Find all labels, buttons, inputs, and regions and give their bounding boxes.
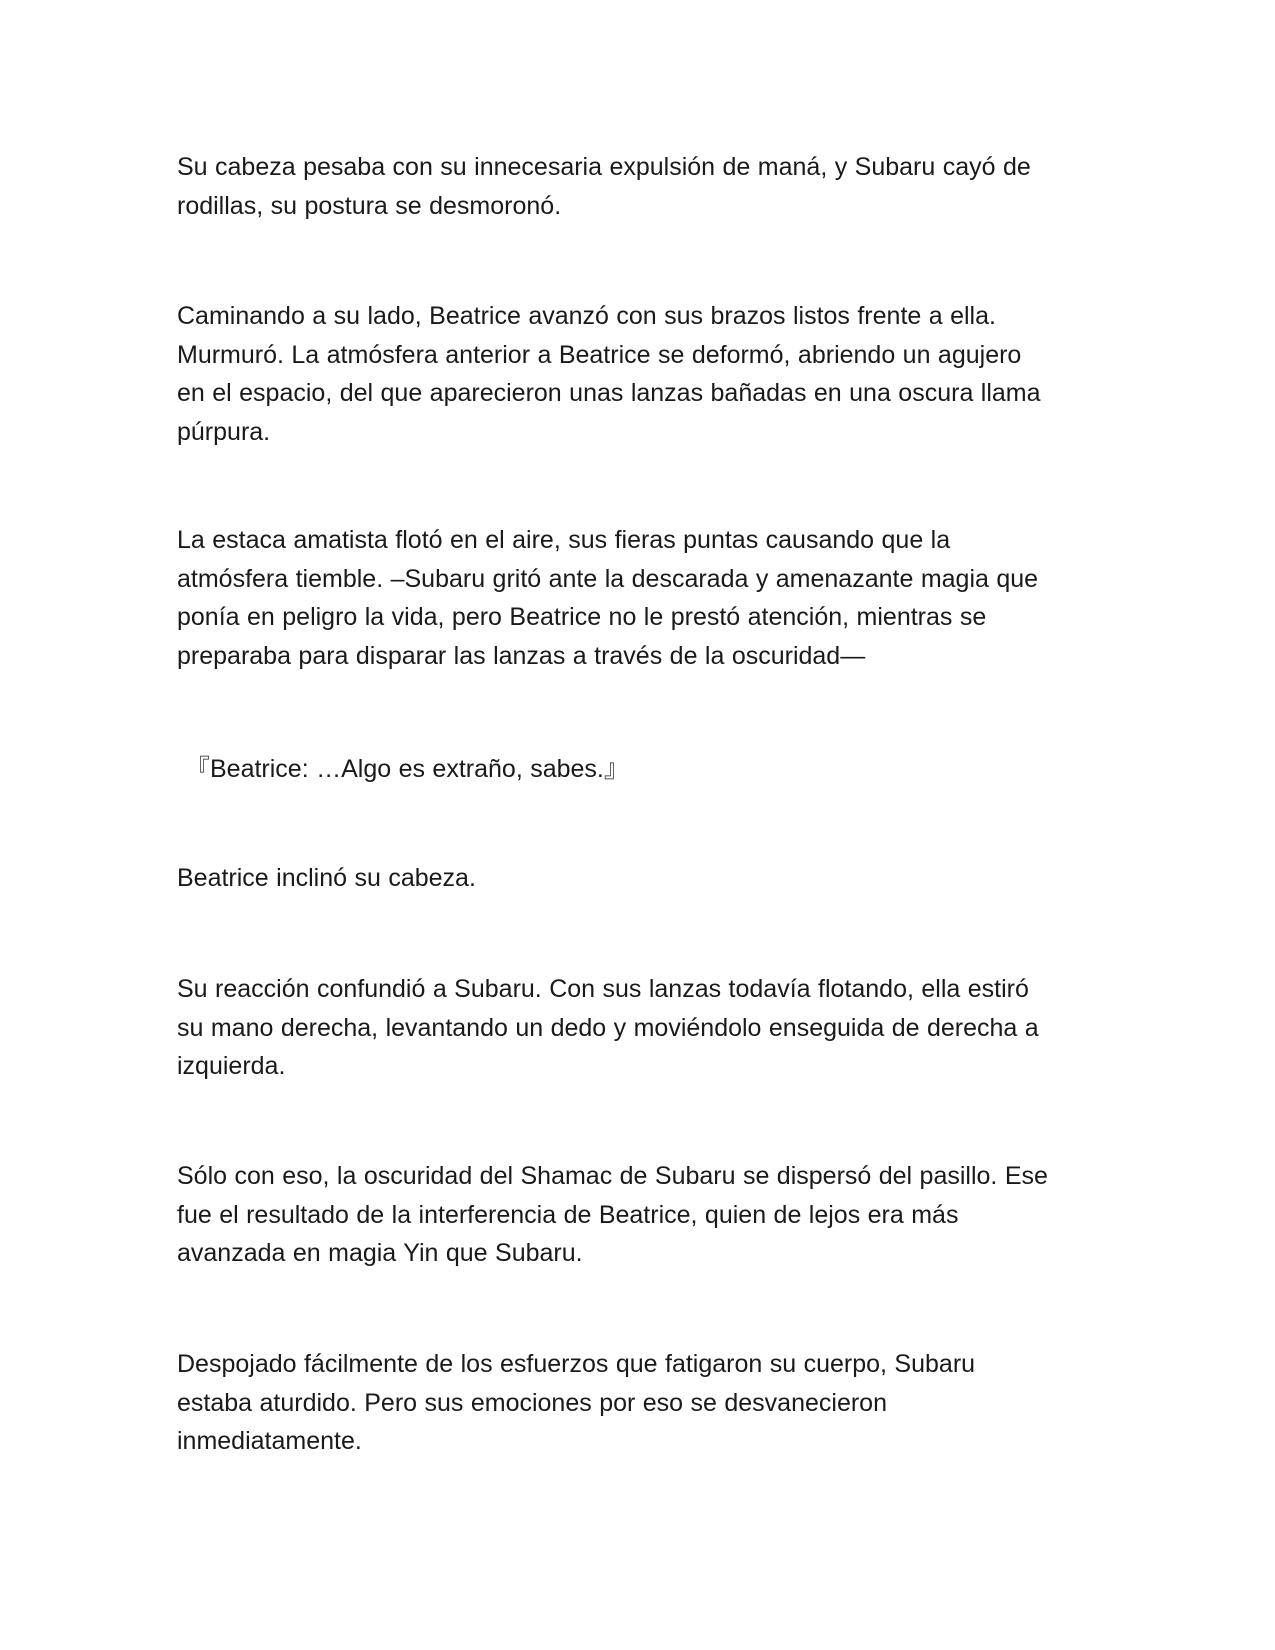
paragraph-line: avanzada en magia Yin que Subaru.	[177, 1239, 583, 1267]
paragraph-line: 『Beatrice: …Algo es extraño, sabes.』	[185, 755, 629, 783]
paragraph-line: atmósfera tiemble. –Subaru gritó ante la descarada y amenazante magia que	[177, 564, 1039, 593]
paragraph-line: Sólo con eso, la oscuridad del Shamac de Subaru se dispersó del pasillo. Ese	[177, 1162, 1048, 1190]
paragraph-2	[177, 297, 1107, 451]
paragraph-line: inmediatamente.	[177, 1427, 362, 1455]
paragraph-line: púrpura.	[177, 417, 271, 446]
paragraph-line: estaba aturdido. Pero sus emociones por eso se desvanecieron	[177, 1388, 887, 1417]
paragraph-line: preparaba para disparar las lanzas a través de la oscuridad—	[177, 641, 866, 670]
paragraph-line: su mano derecha, levantando un dedo y moviéndolo enseguida de derecha a	[177, 1013, 1039, 1042]
paragraph-line: Caminando a su lado, Beatrice avanzó con sus brazos listos frente a ella.	[177, 302, 996, 330]
paragraph-line: La estaca amatista flotó en el aire, sus fieras puntas causando que la	[177, 526, 951, 554]
paragraph-line: Su cabeza pesaba con su innecesaria expulsión de maná, y Subaru cayó de	[177, 153, 1031, 181]
dialogue-line	[185, 750, 1115, 789]
paragraph-line: fue el resultado de la interferencia de Beatrice, quien de lejos era más	[177, 1200, 959, 1229]
paragraph-line: en el espacio, del que aparecieron unas lanzas bañadas en una oscura llama	[177, 379, 1041, 407]
paragraph-7	[177, 1157, 1107, 1273]
paragraph-line: Su reacción confundió a Subaru. Con sus lanzas todavía flotando, ella estiró	[177, 975, 1029, 1003]
paragraph-1	[177, 148, 1107, 225]
paragraph-6	[177, 970, 1107, 1086]
paragraph-8	[177, 1345, 1107, 1461]
paragraph-line: Murmuró. La atmósfera anterior a Beatrice se deformó, abriendo un agujero	[177, 340, 1022, 369]
paragraph-line: rodillas, su postura se desmoronó.	[177, 191, 562, 220]
paragraph-5	[177, 859, 1107, 898]
paragraph-3	[177, 521, 1107, 675]
paragraph-line: Despojado fácilmente de los esfuerzos que fatigaron su cuerpo, Subaru	[177, 1350, 976, 1378]
paragraph-line: Beatrice inclinó su cabeza.	[177, 864, 476, 892]
paragraph-line: ponía en peligro la vida, pero Beatrice no le prestó atención, mientras se	[177, 603, 987, 631]
paragraph-line: izquierda.	[177, 1052, 286, 1080]
